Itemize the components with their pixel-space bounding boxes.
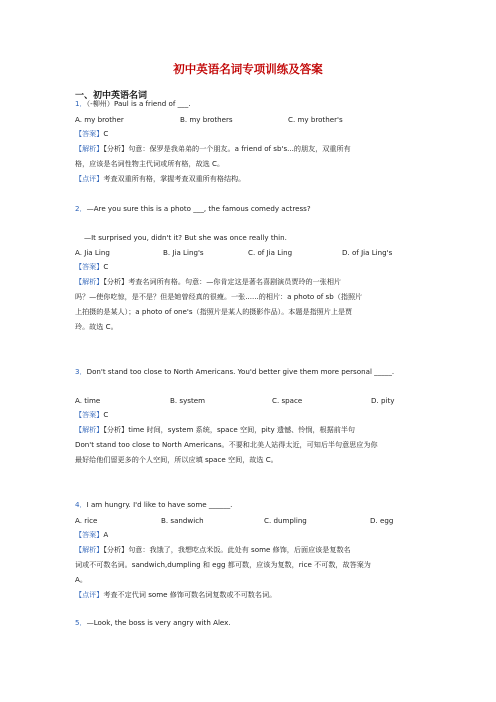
analysis-line-2: 吗？—使你吃惊，是不是？但是她曾经真的很瘦。一张......的相片：a photo of sb（指照片: [75, 292, 363, 301]
question-number: 2．: [75, 204, 87, 213]
question-text: —Look, the boss is very angry with Alex.: [86, 618, 231, 627]
question-number: 5．: [75, 618, 87, 627]
option-c: C. space: [272, 396, 303, 405]
question-text: Don't stand too close to North Americans. You'd better give them more personal _____.: [86, 367, 395, 376]
answer-line: [75, 530, 108, 540]
option-d: D. of Jia Ling's: [342, 248, 393, 257]
analysis-tag: 【解析】: [75, 144, 104, 153]
answer-value: C: [103, 410, 109, 419]
analysis-text: 【分析】句意：我饿了，我想吃点米饭。此处有 some 修饰，后面应该是复数名: [103, 545, 351, 554]
option-d: D. egg: [370, 516, 394, 525]
answer-tag: 【答案】: [75, 530, 104, 539]
question-3-stem: [75, 367, 394, 377]
analysis-line-1: [75, 425, 355, 435]
option-b: B. my brothers: [180, 115, 233, 124]
option-d: D. pity: [371, 396, 395, 405]
analysis-line-1: [75, 545, 351, 555]
answer-value: C: [103, 129, 109, 138]
comment-line: [75, 174, 245, 184]
comment-text: 考查不定代词 some 修饰可数名词复数或不可数名词。: [103, 590, 277, 599]
option-b: B. Jia Ling's: [163, 248, 204, 257]
analysis-tag: 【解析】: [75, 545, 104, 554]
question-2-stem-2: —It surprised you, didn't it? But she was once really thin.: [84, 233, 287, 242]
analysis-line-4: 玲。故选 C。: [75, 322, 118, 331]
analysis-line-1: [75, 277, 341, 287]
analysis-line-3: 上拍摄的是某人）；a photo of one's（指照片是某人的摄影作品）。本题是指照片上是贾: [75, 307, 353, 316]
option-a: A. my brother: [75, 115, 124, 124]
answer-tag: 【答案】: [75, 410, 104, 419]
question-number: 4．: [75, 500, 87, 509]
question-number: 3．: [75, 367, 87, 376]
question-4-stem: [75, 500, 232, 510]
analysis-text: 【分析】time 时间，system 系统，space 空间，pity 遗憾、怜悯，根据前半句: [103, 425, 356, 434]
option-c: C. dumpling: [264, 516, 307, 525]
analysis-tag: 【解析】: [75, 425, 104, 434]
answer-tag: 【答案】: [75, 129, 104, 138]
option-c: C. of Jia Ling: [248, 248, 293, 257]
analysis-line-2: 格，应该是名词性物主代词或所有格，故选 C。: [75, 159, 225, 168]
option-b: B. sandwich: [161, 516, 204, 525]
analysis-text: 【分析】考查名词所有格。句意：—你肯定这是著名喜剧演员贾玲的一张相片: [103, 277, 342, 286]
analysis-line-2: Don't stand too close to North Americans。不要和北美人站得太近，可知后半句意思应为你: [75, 440, 378, 449]
comment-tag: 【点评】: [75, 174, 104, 183]
question-text: —Are you sure this is a photo ___, the famous comedy actress?: [86, 204, 311, 213]
option-a: A. time: [75, 396, 101, 405]
answer-tag: 【答案】: [75, 262, 104, 271]
comment-line: [75, 590, 276, 600]
analysis-line-3: 最好给他们留更多的个人空间，所以应填 space 空间，故选 C。: [75, 455, 278, 464]
analysis-line-1: [75, 144, 351, 154]
analysis-tag: 【解析】: [75, 277, 104, 286]
analysis-line-3: A。: [75, 575, 87, 584]
comment-text: 考查双重所有格，掌握考查双重所有格结构。: [103, 174, 246, 183]
question-text: （-柳州）Paul is a friend of ___.: [86, 99, 191, 108]
option-a: A. rice: [75, 516, 98, 525]
document-title: 初中英语名词专项训练及答案: [173, 62, 323, 76]
option-b: B. system: [170, 396, 206, 405]
question-text: I am hungry. I'd like to have some ______.: [86, 500, 233, 509]
question-2-stem: [75, 204, 311, 214]
answer-line: [75, 262, 108, 272]
question-5-stem: [75, 618, 231, 628]
option-a: A. Jia Ling: [75, 248, 110, 257]
comment-tag: 【点评】: [75, 590, 104, 599]
answer-value: A: [103, 530, 109, 539]
answer-line: [75, 410, 108, 420]
answer-line: [75, 129, 108, 139]
section-heading: 一、初中英语名词: [75, 91, 148, 101]
analysis-text: 【分析】句意：保罗是我弟弟的一个朋友。a friend of sb's...的朋友，双重所有: [103, 144, 351, 153]
analysis-line-2: 词或不可数名词。sandwich,dumpling 和 egg 都可数，应该为复数，rice 不可数，故答案为: [75, 560, 371, 569]
question-1-stem: [75, 99, 191, 109]
question-number: 1．: [75, 99, 87, 108]
option-c: C. my brother's: [288, 115, 343, 124]
answer-value: C: [103, 262, 109, 271]
